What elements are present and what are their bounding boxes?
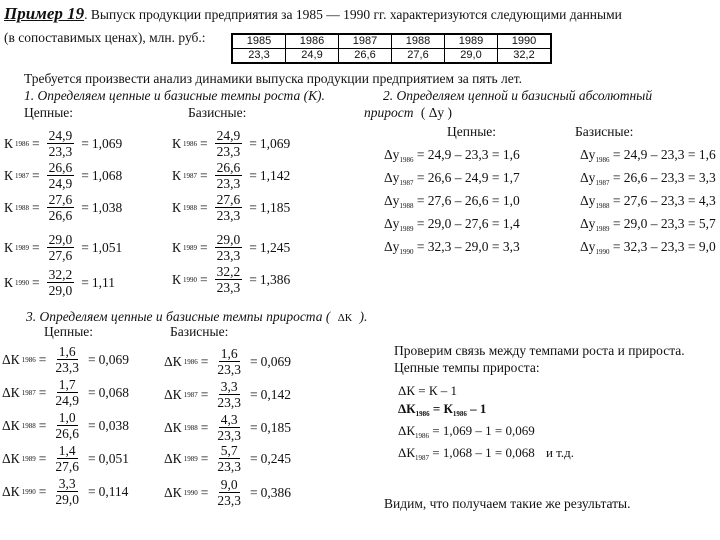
abs-chain-1988 [384, 193, 520, 210]
abs-base-1986 [580, 147, 716, 164]
result: 1,068 [91, 167, 123, 183]
year-sub: 1990 [183, 275, 198, 284]
result: 1,386 [259, 271, 291, 287]
numerator: 27,6 [48, 192, 73, 207]
denominator: 23,3 [217, 362, 241, 377]
year-sub: 1987 [415, 454, 430, 462]
growth-chain-1988: К 1988 = $\frac{27,6}{26,6}$ = 1,038 [4, 192, 123, 223]
check-formula-2 [398, 401, 486, 418]
delta-k-symbol: ΔК [164, 419, 182, 435]
abs-chain-1990 [384, 239, 520, 256]
intro-text: . Выпуск продукции предприятия за 1985 — 1990 гг. характеризуются следующими данными [84, 7, 622, 22]
result: 0,069 [98, 351, 129, 367]
numerator: 1,6 [220, 346, 238, 361]
year-sub: 1988 [21, 421, 36, 430]
year-sub: 1987 [15, 171, 30, 180]
incr-chain-1988: ΔК 1988 = $\frac{1,0}{26,6}$ = 0,038 [2, 410, 129, 441]
numerator: 24,9 [48, 128, 73, 143]
k-symbol: К [4, 135, 14, 151]
check-formula-4 [398, 445, 574, 462]
year-sub: 1988 [183, 423, 198, 432]
delta-y-symbol: Δy [580, 170, 596, 185]
growth-base-1990: К 1990 = $\frac{32,2}{23,3}$ = 1,386 [172, 264, 291, 295]
table-cell: 1985 [232, 34, 286, 49]
denominator: 26,6 [55, 426, 79, 441]
table-cell: 24,9 [286, 49, 339, 64]
denominator: 23,3 [217, 395, 241, 410]
section2-base-label: Базисные: [575, 124, 634, 139]
growth-base-1988: К 1988 = $\frac{27,6}{23,3}$ = 1,185 [172, 192, 291, 223]
denominator: 23,3 [216, 144, 241, 159]
year-sub: 1988 [15, 203, 30, 212]
example-label: Пример 19 [4, 4, 85, 23]
incr-chain-1989: ΔК 1989 = $\frac{1,4}{27,6}$ = 0,051 [2, 443, 129, 474]
result: 0,185 [260, 419, 291, 435]
numerator: 27,6 [216, 192, 241, 207]
result: 1,142 [259, 167, 291, 183]
k-symbol: К [4, 167, 14, 183]
year-sub: 1990 [21, 487, 36, 496]
delta-k-symbol: ΔК [2, 450, 20, 466]
year-sub: 1989 [15, 243, 30, 252]
delta-y-symbol: Δy [384, 147, 400, 162]
year-sub: 1986 [21, 355, 36, 364]
denominator: 23,3 [216, 208, 241, 223]
table-cell: 1990 [498, 34, 552, 49]
expr: = 26,6 – 23,3 = 3,3 [612, 170, 716, 185]
growth-chain-1986: К 1986 = $\frac{24,9}{23,3}$ = 1,069 [4, 128, 123, 159]
denominator: 29,0 [48, 283, 73, 298]
abs-base-1987 [580, 170, 716, 187]
incr-base-1987: ΔК 1987 = $\frac{3,3}{23,3}$ = 0,142 [164, 379, 291, 410]
numerator: 24,9 [216, 128, 241, 143]
delta-k-symbol: ΔК [337, 312, 353, 324]
table-row-values [232, 49, 551, 64]
intro-line-2: (в сопоставимых ценах), млн. руб.: [4, 30, 206, 45]
numerator: 5,7 [220, 443, 238, 458]
delta-y-symbol: Δy [580, 193, 596, 208]
year-sub: 1989 [21, 454, 36, 463]
year-sub: 1987 [183, 390, 198, 399]
table-row-years [232, 34, 551, 49]
year-sub: 1986 [415, 410, 430, 418]
result: 0,038 [98, 417, 129, 433]
expr: = 26,6 – 24,9 = 1,7 [416, 170, 520, 185]
growth-chain-1987: К 1987 = $\frac{26,6}{24,9}$ = 1,068 [4, 160, 123, 191]
check-line-2: Цепные темпы прироста: [394, 360, 540, 375]
denominator: 23,3 [216, 176, 241, 191]
expr: = 24,9 – 23,3 = 1,6 [612, 147, 716, 162]
year-sub: 1989 [183, 243, 198, 252]
growth-chain-1989: К 1989 = $\frac{29,0}{27,6}$ = 1,051 [4, 232, 123, 263]
denominator: 24,9 [55, 393, 79, 408]
numerator: 26,6 [48, 160, 73, 175]
expr: = 27,6 – 26,6 = 1,0 [416, 193, 520, 208]
growth-base-1989: К 1989 = $\frac{29,0}{23,3}$ = 1,245 [172, 232, 291, 263]
result: 0,051 [98, 450, 129, 466]
etc-text: и т.д. [545, 445, 574, 460]
table-cell: 27,6 [392, 49, 445, 64]
year-sub: 1990 [183, 488, 198, 497]
numerator: 3,3 [220, 379, 238, 394]
k-symbol: = К [432, 401, 453, 416]
result: 0,114 [98, 483, 129, 499]
year-sub: 1987 [595, 179, 610, 187]
denominator: 27,6 [55, 459, 79, 474]
abs-base-1988 [580, 193, 716, 210]
section3-title-text: 3. Определяем цепные и базисные темпы прироста ( [26, 309, 331, 324]
denominator: 23,3 [216, 248, 241, 263]
delta-k-symbol: ΔК [398, 445, 416, 460]
year-sub: 1989 [183, 454, 198, 463]
delta-y-symbol: Δy [580, 147, 596, 162]
table-cell: 32,2 [498, 49, 552, 64]
abs-base-1990 [580, 239, 716, 256]
table-cell: 29,0 [445, 49, 498, 64]
numerator: 1,4 [58, 443, 76, 458]
year-sub: 1986 [15, 139, 30, 148]
expr: = 32,3 – 29,0 = 3,3 [416, 239, 520, 254]
numerator: 29,0 [48, 232, 73, 247]
check-line-1: Проверим связь между темпами роста и прироста. [394, 343, 685, 358]
denominator: 23,3 [217, 493, 241, 508]
minus-one: – 1 [470, 401, 487, 416]
table-cell: 1989 [445, 34, 498, 49]
denominator: 27,6 [48, 248, 73, 263]
result: 1,185 [259, 199, 291, 215]
expr: = 32,3 – 23,3 = 9,0 [612, 239, 716, 254]
k-symbol: К [172, 239, 182, 255]
delta-y-symbol: Δy [580, 239, 596, 254]
delta-k-symbol: ΔК [2, 483, 20, 499]
result: 1,069 [91, 135, 123, 151]
production-table [231, 33, 552, 64]
section3-title-end: ). [359, 309, 368, 324]
numerator: 4,3 [220, 412, 238, 427]
result: 0,069 [260, 353, 291, 369]
delta-k-symbol: ΔК [398, 423, 416, 438]
table-cell: 23,3 [232, 49, 286, 64]
year-sub: 1986 [415, 432, 430, 440]
numerator: 9,0 [220, 477, 238, 492]
section3-base-label: Базисные: [170, 324, 229, 339]
delta-k-symbol: ΔК [164, 484, 182, 500]
numerator: 3,3 [58, 476, 76, 491]
table-cell: 1988 [392, 34, 445, 49]
denominator: 23,3 [217, 428, 241, 443]
delta-y-symbol: Δy [580, 216, 596, 231]
year-sub: 1986 [183, 357, 198, 366]
result: 1,051 [91, 239, 123, 255]
section3-chain-label: Цепные: [44, 324, 94, 339]
section1-chain-label: Цепные: [24, 105, 74, 120]
section1-title: 1. Определяем цепные и базисные темпы роста (К). [24, 88, 325, 103]
delta-y-symbol: Δy [384, 216, 400, 231]
incr-base-1990: ΔК 1990 = $\frac{9,0}{23,3}$ = 0,386 [164, 477, 291, 508]
incr-chain-1987: ΔК 1987 = $\frac{1,7}{24,9}$ = 0,068 [2, 377, 129, 408]
incr-chain-1990: ΔК 1990 = $\frac{3,3}{29,0}$ = 0,114 [2, 476, 129, 507]
table-cell: 1986 [286, 34, 339, 49]
task-text: Требуется произвести анализ динамики выпуска продукции предприятием за пять лет. [24, 71, 523, 86]
numerator: 32,2 [48, 267, 73, 282]
expr: = 29,0 – 23,3 = 5,7 [612, 216, 716, 231]
numerator: 29,0 [216, 232, 241, 247]
year-sub: 1989 [595, 225, 610, 233]
delta-k-symbol: ΔК [164, 450, 182, 466]
check-formula-3 [398, 423, 535, 440]
k-symbol: К [4, 199, 14, 215]
year-sub: 1987 [399, 179, 414, 187]
section1-base-label: Базисные: [188, 105, 247, 120]
k-symbol: К [4, 274, 14, 290]
delta-k-symbol: ΔК [2, 417, 20, 433]
year-sub: 1986 [595, 156, 610, 164]
denominator: 23,3 [55, 360, 79, 375]
incr-base-1989: ΔК 1989 = $\frac{5,7}{23,3}$ = 0,245 [164, 443, 291, 474]
denominator: 23,3 [216, 280, 241, 295]
numerator: 26,6 [216, 160, 241, 175]
table-cell: 1987 [339, 34, 392, 49]
year-sub: 1990 [399, 248, 414, 256]
year-sub: 1986 [452, 410, 467, 418]
numerator: 1,0 [58, 410, 76, 425]
k-symbol: К [172, 167, 182, 183]
delta-y-symbol: Δy [384, 239, 400, 254]
denominator: 23,3 [48, 144, 73, 159]
growth-chain-1990: К 1990 = $\frac{32,2}{29,0}$ = 1,11 [4, 267, 116, 298]
result: 0,142 [260, 386, 291, 402]
delta-k-symbol: ΔК [2, 384, 20, 400]
k-symbol: К [172, 135, 182, 151]
incr-chain-1986: ΔК 1986 = $\frac{1,6}{23,3}$ = 0,069 [2, 344, 129, 375]
section3-title [26, 309, 367, 325]
denominator: 29,0 [55, 492, 79, 507]
year-sub: 1987 [183, 171, 198, 180]
section2-title-line2 [364, 105, 452, 121]
k-symbol: К [4, 239, 14, 255]
incr-base-1986: ΔК 1986 = $\frac{1,6}{23,3}$ = 0,069 [164, 346, 291, 377]
year-sub: 1987 [21, 388, 36, 397]
numerator: 32,2 [216, 264, 241, 279]
expr: = 29,0 – 27,6 = 1,4 [416, 216, 520, 231]
k-symbol: К [172, 199, 182, 215]
denominator: 23,3 [217, 459, 241, 474]
delta-k-symbol: ΔК [398, 401, 416, 416]
year-sub: 1988 [595, 202, 610, 210]
growth-base-1986: К 1986 = $\frac{24,9}{23,3}$ = 1,069 [172, 128, 291, 159]
abs-chain-1986 [384, 147, 520, 164]
conclusion-text: Видим, что получаем такие же результаты. [384, 496, 631, 511]
incr-base-1988: ΔК 1988 = $\frac{4,3}{23,3}$ = 0,185 [164, 412, 291, 443]
delta-k-symbol: ΔК [164, 386, 182, 402]
abs-chain-1987 [384, 170, 520, 187]
year-sub: 1989 [399, 225, 414, 233]
denominator: 24,9 [48, 176, 73, 191]
section2-chain-label: Цепные: [447, 124, 497, 139]
denominator: 26,6 [48, 208, 73, 223]
abs-base-1989 [580, 216, 716, 233]
expr: = 1,069 – 1 = 0,069 [432, 423, 535, 438]
numerator: 1,6 [58, 344, 76, 359]
result: 1,038 [91, 199, 123, 215]
result: 1,11 [91, 274, 116, 290]
result: 1,245 [259, 239, 291, 255]
year-sub: 1986 [183, 139, 198, 148]
growth-base-1987: К 1987 = $\frac{26,6}{23,3}$ = 1,142 [172, 160, 291, 191]
result: 0,068 [98, 384, 129, 400]
section2-title-word: прирост [364, 105, 414, 120]
intro-line-1 [4, 4, 622, 24]
result: 0,386 [260, 484, 291, 500]
delta-y-symbol: Δy [384, 170, 400, 185]
section2-title: 2. Определяем цепной и базисный абсолютный [383, 88, 653, 103]
table-cell: 26,6 [339, 49, 392, 64]
numerator: 1,7 [58, 377, 76, 392]
result: 1,069 [259, 135, 291, 151]
year-sub: 1988 [399, 202, 414, 210]
year-sub: 1988 [183, 203, 198, 212]
result: 0,245 [260, 450, 291, 466]
year-sub: 1990 [15, 278, 30, 287]
delta-y-symbol: Δy [384, 193, 400, 208]
k-symbol: К [172, 271, 182, 287]
expr: = 27,6 – 23,3 = 4,3 [612, 193, 716, 208]
year-sub: 1986 [399, 156, 414, 164]
delta-k-symbol: ΔК [164, 353, 182, 369]
expr: = 24,9 – 23,3 = 1,6 [416, 147, 520, 162]
check-formula-1: ΔК = К – 1 [398, 383, 458, 398]
abs-chain-1989 [384, 216, 520, 233]
expr: = 1,068 – 1 = 0,068 [432, 445, 535, 460]
delta-k-symbol: ΔК [2, 351, 20, 367]
year-sub: 1990 [595, 248, 610, 256]
delta-y-symbol: ( Δy ) [420, 105, 453, 120]
